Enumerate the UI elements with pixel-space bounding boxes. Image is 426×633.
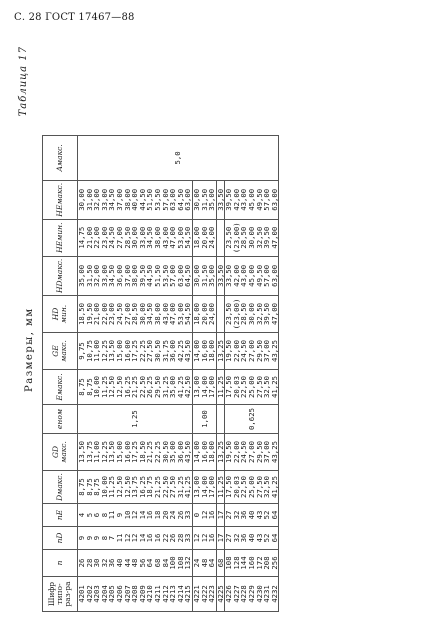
page-header: С. 28 ГОСТ 17467—88 [14, 12, 135, 23]
cell-hdmin: 18,50 19,50 21,00 22,00 23,00 24,50 27,00 28,50 30,00 34,50 38,00 43,00 47,00 53,00 54,50 [78, 296, 193, 333]
cell-gemax: 19,50 22,00 24,50 27,00 29,50 37,00 43,25 [225, 333, 279, 370]
cell-n: 108 128 144 160 172 208 256 [225, 550, 279, 577]
cell-code: 4225 [216, 577, 225, 612]
col-gdmax: GD макс. [43, 434, 78, 471]
cell-hemax: 33,50 [216, 180, 225, 219]
cell-code: 4226 4227 4228 4229 4230 4231 4232 [225, 577, 279, 612]
cell-dmax: 11,25 [216, 471, 225, 504]
sizes-title: Размеры, мм [24, 307, 35, 392]
cell-n: 26 28 30 32 36 40 44 48 56 64 68 84 100 108 132 [78, 550, 193, 577]
cell-hemax: 39,50 42,00 43,00 45,00 49,50 57,00 63,00 [225, 180, 279, 219]
cell-hdmax: 30,00 31,50 35,00 [192, 256, 216, 295]
dimensions-table [42, 135, 279, 612]
col-gemax: GE макс. [43, 333, 78, 370]
cell-hemin: 14,75 21,00 22,00 23,00 24,50 27,00 28,50 30,00 33,00 34,50 38,00 43,00 47,00 53,00 54,50 [78, 219, 193, 256]
col-code: Шифр типо-раз-ра [43, 577, 78, 612]
cell-emax: 17,50 20,03 22,50 25,00 27,50 32,50 41,25 [225, 370, 279, 405]
cell-hdmax: 33,50 42,00 43,00 45,00 49,50 57,00 63,00 [225, 256, 279, 295]
cell-emax: 11,25 [216, 370, 225, 405]
cell-dmax: 13,00 14,00 17,00 [192, 471, 216, 504]
cell-hdmin: 23,50 (23,00) 28,50 30,00 32,50 39,50 47,00 [225, 296, 279, 333]
col-emax: Eмакс. [43, 370, 78, 405]
cell-gemax: 9,75 10,75 11,00 12,25 13,50 15,00 16,00 17,25 22,25 27,50 30,50 31,75 36,00 42,25 43,50 [78, 333, 193, 370]
cell-hemin: 23,50 (23,00) 28,50 30,00 32,50 39,50 47,00 [225, 219, 279, 256]
cell-enom: 1,00 [192, 405, 216, 434]
cell-n: 68 [216, 550, 225, 577]
rotated-table-block [18, 42, 416, 612]
cell-hdmax: 35,00 31,50 32,00 33,00 34,50 36,00 37,00 38,00 39,50 44,50 51,50 53,50 57,00 63,00 64,50 [78, 256, 193, 295]
cell-gdmax: 14,00 16,00 18,00 [192, 434, 216, 471]
col-nd: nD [43, 527, 78, 550]
cell-ne: 4 5 6 8 11 9 10 12 14 16 18 20 24 26 33 [78, 504, 193, 527]
cell-ne: 27 32 36 40 43 52 64 [225, 504, 279, 527]
table-row-group-4 [225, 135, 279, 611]
cell-emax: 8,75 8,75 10,00 11,25 12,50 12,50 16,25 21,25 22,50 26,25 29,50 31,25 35,00 41,25 42,50 [78, 370, 193, 405]
cell-nd: 9 9 9 8 7 11 12 12 14 16 16 22 26 28 33 [78, 527, 193, 550]
cell-n: 24 48 64 [192, 550, 216, 577]
col-hemin: HEмин. [43, 219, 78, 256]
cell-code: 4221 4222 4223 [192, 577, 216, 612]
cell-gdmax: 13,50 13,75 11,00 12,25 13,50 15,00 16,00 17,25 18,50 21,25 22,25 30,50 35,00 36,00 43,50 [78, 434, 193, 471]
col-amax: Aмакс. [43, 135, 78, 180]
cell-enom: 0,625 [225, 405, 279, 434]
cell-enom: 1,25 [78, 405, 193, 434]
cell-hemax: 30,00 31,00 32,00 33,00 34,50 37,00 38,00 40,00 44,50 51,50 53,50 57,00 63,00 64,50 63,00 [78, 180, 193, 219]
cell-dmax: 17,50 20,03 22,50 25,00 27,50 32,50 41,25 [225, 471, 279, 504]
col-hdmin: HD мин. [43, 296, 78, 333]
cell-gemax: 13,25 [216, 333, 225, 370]
cell-nd: 12 12 16 [192, 527, 216, 550]
cell-emax: 13,00 14,00 17,00 [192, 370, 216, 405]
cell-nd: 27 32 36 40 43 52 64 [225, 527, 279, 550]
table-row-group-2 [192, 135, 216, 611]
cell-gdmax: 13,25 [216, 434, 225, 471]
cell-hdmin: 18,00 20,00 24,00 [192, 296, 216, 333]
col-n: n [43, 550, 78, 577]
cell-enom [216, 405, 225, 434]
col-ne: nE [43, 504, 78, 527]
col-enom: eном [43, 405, 78, 434]
cell-nd: 17 [216, 527, 225, 550]
cell-hdmax: 33,50 [216, 256, 225, 295]
col-hemax: HEмакс. [43, 180, 78, 219]
table-row-group-1 [78, 135, 193, 611]
col-hdmax: HDмакс. [43, 256, 78, 295]
table-label: Таблица 17 [18, 46, 29, 117]
cell-code: 4201 4202 4203 4204 4205 4206 4207 4208 4209 4210 4211 4212 4213 4214 4215 [78, 577, 193, 612]
cell-dmax: 8,75 8,75 8,75 10,00 11,25 12,50 12,50 13,75 16,25 18,75 21,25 22,50 27,50 31,25 41,25 [78, 471, 193, 504]
cell-amax: 5,0 [78, 135, 279, 180]
cell-ne: 0 12 16 [192, 504, 216, 527]
cell-gemax: 14,00 16,00 18,00 [192, 333, 216, 370]
cell-hemax: 30,00 31,50 35,00 [192, 180, 216, 219]
cell-ne: 17 [216, 504, 225, 527]
cell-hemin: 18,00 20,00 24,00 [192, 219, 216, 256]
cell-gdmax: 19,50 22,00 24,50 27,00 29,50 37,00 43,25 [225, 434, 279, 471]
col-dmax: Dмакс. [43, 471, 78, 504]
table-header-row [43, 135, 78, 611]
